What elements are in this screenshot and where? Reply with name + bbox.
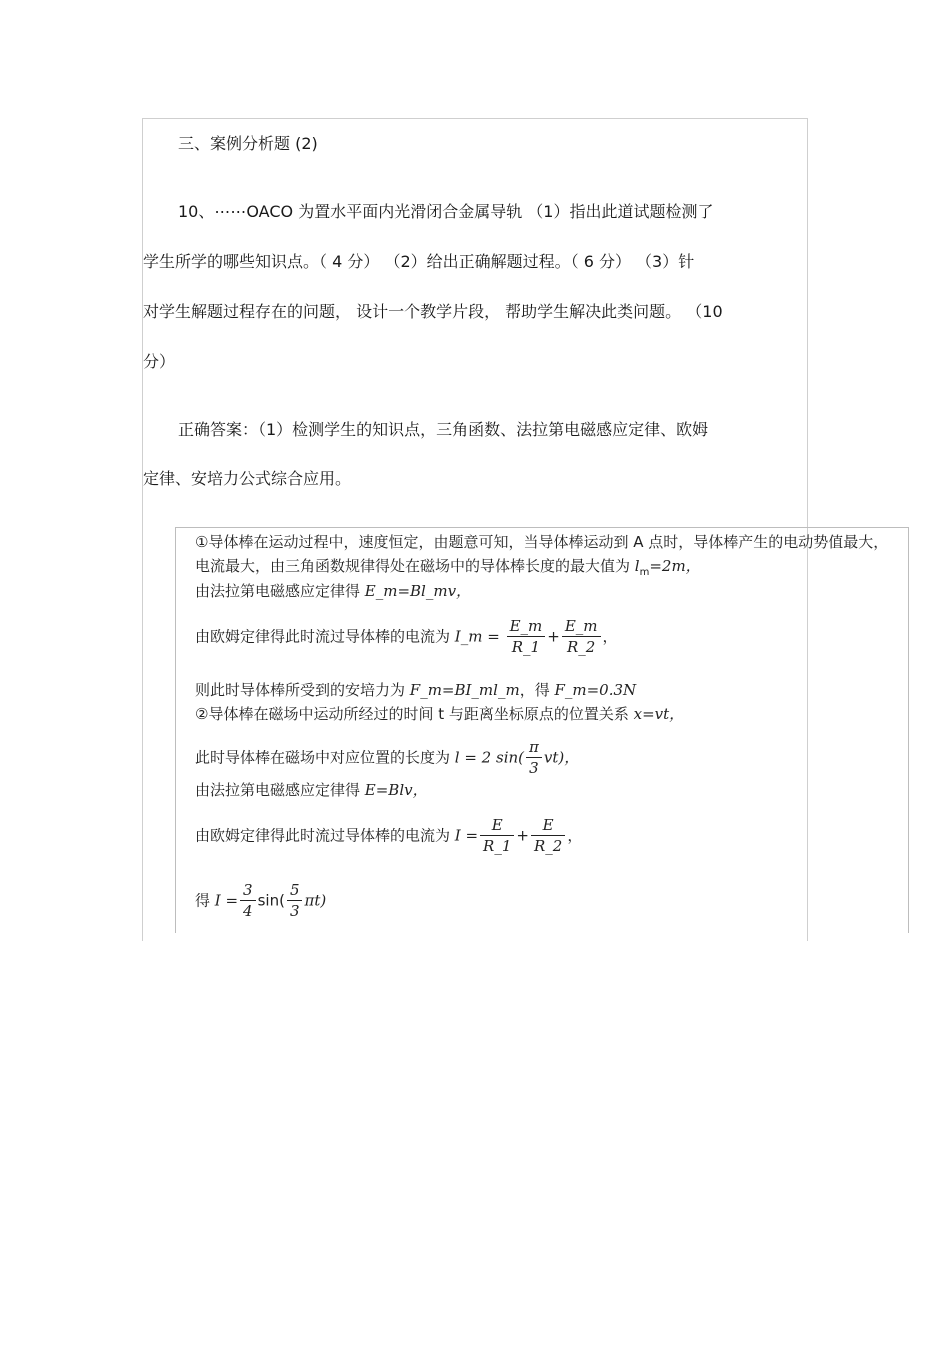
- answer-line-2: 定律、安培力公式综合应用。: [143, 469, 352, 488]
- fraction-em-r2: [562, 616, 601, 657]
- solution-line-2: [195, 557, 701, 582]
- answer-line-1: 正确答案：（1）检测学生的知识点，三角函数、法拉第电磁感应定律、欧姆: [178, 420, 709, 439]
- question-line-3: 对学生解题过程存在的问题， 设计一个教学片段， 帮助学生解决此类问题。 （10: [143, 302, 723, 321]
- fraction-e-r1-den: R_1: [483, 837, 512, 855]
- fraction-em-r1: [507, 616, 546, 657]
- solution-line-7-text: 此时导体棒在磁场中对应位置的长度为: [195, 748, 455, 767]
- question-line-2: 学生所学的哪些知识点。（ 4 分） （2）给出正确解题过程。（ 6 分） （3）针: [143, 252, 695, 271]
- solution-line-7: [195, 737, 579, 778]
- solution-line-5-result: F_m=0.3N: [554, 681, 637, 699]
- plus-sign: +: [547, 627, 560, 646]
- solution-line-9: [195, 815, 582, 856]
- solution-line-9-lhs: I =: [454, 826, 479, 845]
- solution-line-4-text: 由欧姆定律得此时流过导体棒的电流为: [195, 627, 455, 646]
- fraction-em-r1-num: E_m: [507, 616, 546, 637]
- solution-line-5: [195, 681, 636, 699]
- solution-line-8: [195, 781, 428, 799]
- fraction-em-r1-den: R_1: [511, 638, 541, 656]
- comma: ，: [602, 627, 618, 646]
- comma-2: ，: [567, 826, 583, 845]
- fraction-3-4: [240, 880, 256, 921]
- solution-line-8-text: 由法拉第电磁感应定律得: [195, 781, 365, 799]
- solution-line-10-end: πt): [304, 891, 327, 910]
- solution-line-3: [195, 582, 471, 600]
- question-line-4: 分）: [143, 352, 176, 371]
- solution-line-9-text: 由欧姆定律得此时流过导体棒的电流为: [195, 826, 455, 845]
- solution-line-3-text: 由法拉第电磁感应定律得: [195, 582, 365, 600]
- solution-line-2-text: 电流最大，由三角函数规律得处在磁场中的导体棒长度的最大值为: [195, 557, 635, 575]
- plus-sign-2: +: [516, 826, 529, 845]
- fraction-5-3-den: 3: [289, 902, 300, 920]
- solution-line-5-mid: ，得: [519, 681, 555, 699]
- sin-label: sin(: [257, 891, 285, 910]
- solution-line-4-lhs: I_m =: [454, 627, 500, 646]
- solution-line-3-math: E_m=Bl_mv，: [364, 582, 472, 600]
- solution-line-10: [195, 880, 326, 921]
- solution-line-2-math: l: [634, 557, 640, 575]
- question-line-1: 10、⋯⋯OACO 为置水平面内光滑闭合金属导轨 （1）指出此道试题检测了: [178, 202, 714, 221]
- fraction-3-4-den: 4: [243, 902, 253, 920]
- fraction-5-3-num: 5: [287, 880, 303, 901]
- fraction-e-r1: [480, 815, 514, 856]
- fraction-pi-3: [526, 737, 542, 778]
- fraction-e-r2-den: R_2: [533, 837, 563, 855]
- solution-line-10-lhs: I =: [214, 891, 239, 910]
- fraction-e-r2: [531, 815, 565, 856]
- fraction-5-3: [287, 880, 303, 921]
- fraction-e-r2-num: E: [531, 815, 565, 836]
- solution-line-4: [195, 616, 618, 657]
- fraction-3-4-num: 3: [240, 880, 256, 901]
- solution-line-6-math: x=vt，: [633, 705, 685, 723]
- solution-line-6-text: ②导体棒在磁场中运动所经过的时间 t 与距离坐标原点的位置关系: [195, 705, 634, 723]
- solution-line-2-sub: m: [639, 567, 650, 578]
- solution-line-5-math: F_m=BI_ml_m: [409, 681, 520, 699]
- fraction-em-r2-den: R_2: [567, 638, 596, 656]
- fraction-pi-3-num: π: [526, 737, 542, 758]
- solution-line-1: ①导体棒在运动过程中，速度恒定，由题意可知，当导体棒运动到 A 点时，导体棒产生的电动势值最大，: [195, 533, 889, 551]
- solution-line-7-lhs: l = 2 sin(: [454, 748, 525, 767]
- solution-line-5-text: 则此时导体棒所受到的安培力为: [195, 681, 410, 699]
- section-heading: 三、案例分析题 (2): [178, 134, 318, 153]
- fraction-e-r1-num: E: [480, 815, 514, 836]
- fraction-pi-3-den: 3: [529, 759, 539, 777]
- solution-line-2-tail: =2m，: [649, 557, 701, 575]
- solution-line-8-math: E=Blv，: [364, 781, 428, 799]
- solution-line-6: [195, 705, 684, 723]
- solution-line-10-text: 得: [195, 891, 215, 910]
- fraction-em-r2-num: E_m: [562, 616, 601, 637]
- solution-line-7-rhs: vt)，: [543, 748, 580, 767]
